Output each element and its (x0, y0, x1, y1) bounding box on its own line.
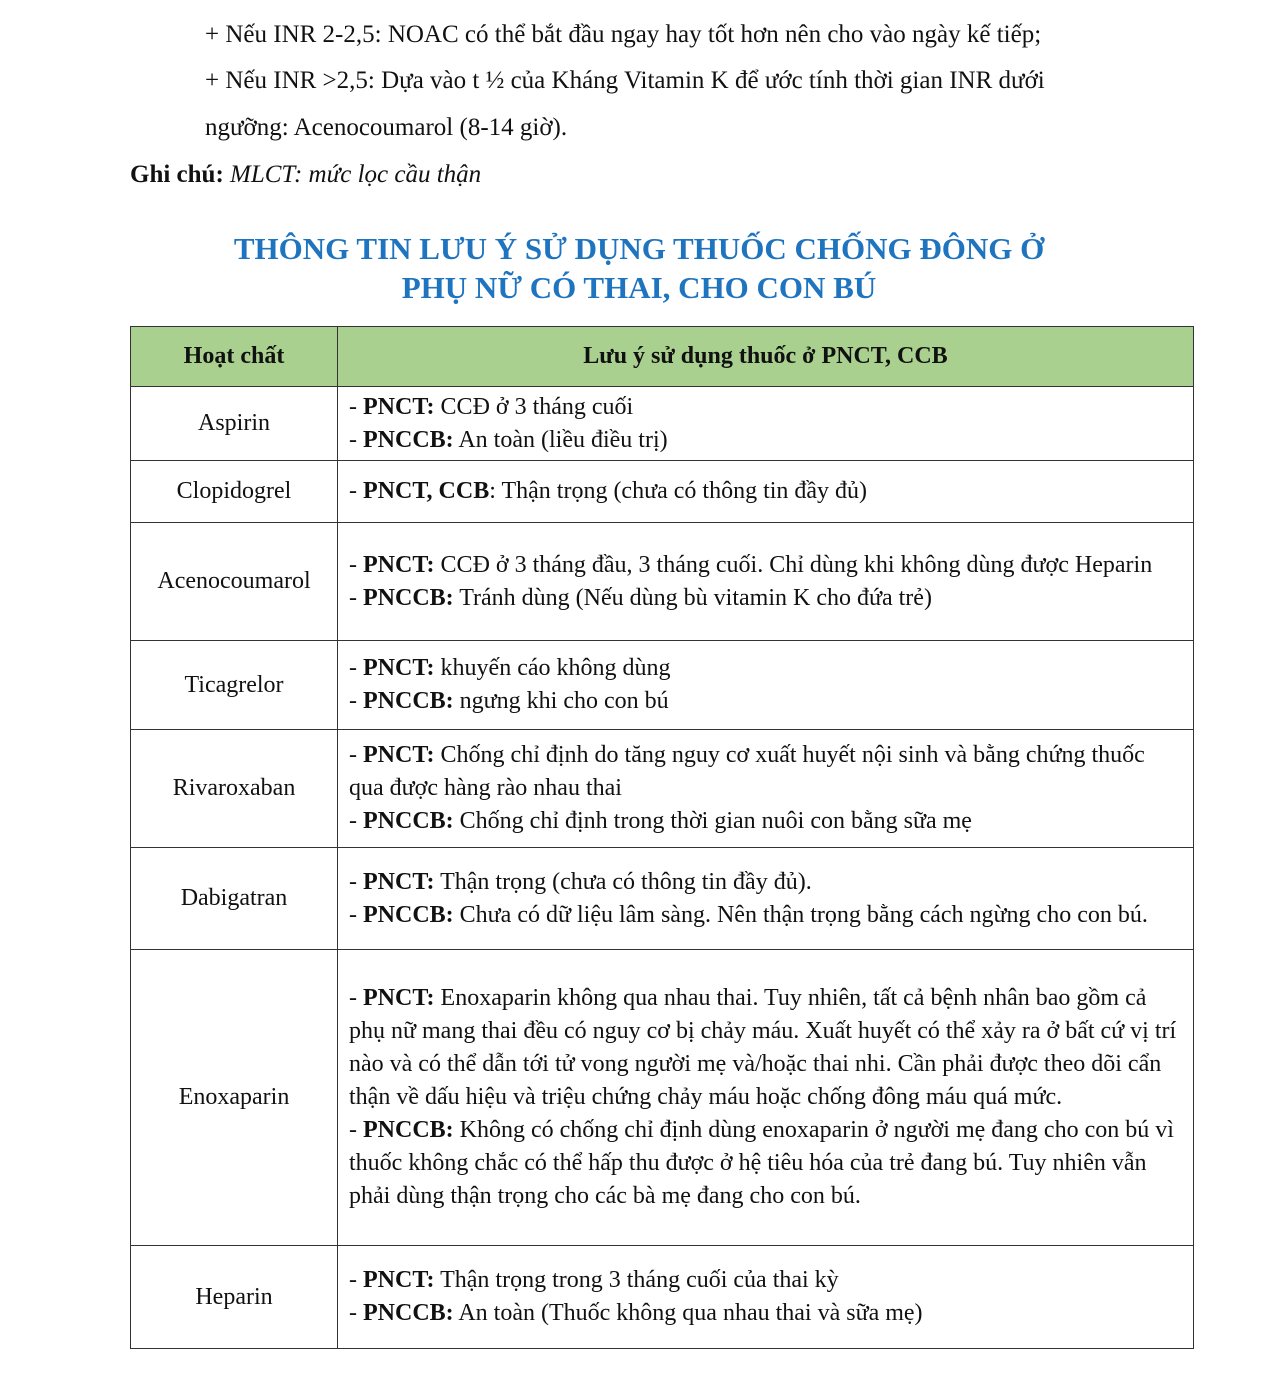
note-item-label: PNCT: (363, 868, 435, 895)
note-item-dash: - (349, 808, 363, 834)
note-item-text: Chống chỉ định trong thời gian nuôi con bằng sữa mẹ (453, 808, 972, 834)
note-item-dash: - (349, 1267, 363, 1293)
usage-note (338, 461, 1194, 523)
usage-note (338, 730, 1194, 848)
note-item-text: Thận trọng (chưa có thông tin đầy đủ). (434, 868, 812, 895)
note-item-dash: - (349, 868, 363, 895)
note-item-dash: - (349, 742, 363, 768)
table-row (131, 387, 1194, 461)
note-item (349, 866, 1183, 899)
note-item-text: Tránh dùng (Nếu dùng bù vitamin K cho đứa trẻ) (453, 584, 932, 611)
note-text: MLCT: mức lọc cầu thận (230, 161, 482, 188)
table-row (131, 1246, 1194, 1349)
note-item-text: An toàn (Thuốc không qua nhau thai và sữa mẹ) (453, 1300, 923, 1326)
note-item-dash: - (349, 655, 363, 681)
note-item-label: PNCCB: (363, 1117, 454, 1143)
intro-line-1: + Nếu INR 2-2,5: NOAC có thể bắt đầu ngay hay tốt hơn nên cho vào ngày kế tiếp; (205, 21, 1042, 48)
note-item-dash: - (349, 584, 363, 611)
intro-line-2: + Nếu INR >2,5: Dựa vào t ½ của Kháng Vitamin K để ước tính thời gian INR dưới (205, 67, 1045, 94)
table-row (131, 848, 1194, 950)
note-item-label: PNCT: (363, 985, 435, 1011)
drug-name: Ticagrelor (131, 641, 338, 730)
table-row (131, 641, 1194, 730)
note-item-dash: - (349, 985, 363, 1011)
drug-name: Clopidogrel (131, 461, 338, 523)
note-item-label: PNCCB: (363, 1300, 454, 1326)
note-item (349, 1114, 1183, 1213)
usage-note (338, 848, 1194, 950)
page-title-line-2: PHỤ NỮ CÓ THAI, CHO CON BÚ (401, 270, 877, 305)
note-item (349, 1264, 1183, 1297)
usage-note (338, 641, 1194, 730)
note-item-dash: - (349, 1300, 363, 1326)
note-item (349, 424, 1183, 457)
note-item (349, 739, 1183, 805)
note-item-dash: - (349, 1117, 363, 1143)
usage-note (338, 1246, 1194, 1349)
table-row (131, 523, 1194, 641)
note-item (349, 1297, 1183, 1330)
usage-note (338, 523, 1194, 641)
note-item-label: PNCT: (363, 1267, 435, 1293)
note-item-text: Thận trọng trong 3 tháng cuối của thai kỳ (434, 1267, 839, 1293)
note-item-text: ngưng khi cho con bú (453, 688, 669, 714)
drug-name: Rivaroxaban (131, 730, 338, 848)
drug-name: Dabigatran (131, 848, 338, 950)
note-item (349, 475, 1183, 508)
note-item (349, 899, 1183, 932)
note-item (349, 982, 1183, 1114)
note-item (349, 652, 1183, 685)
header-usage-notes: Lưu ý sử dụng thuốc ở PNCT, CCB (338, 327, 1194, 387)
note-item-label: PNCT: (363, 742, 435, 768)
note-item-label: PNCCB: (363, 584, 454, 611)
drug-name: Heparin (131, 1246, 338, 1349)
note-item-text: Chưa có dữ liệu lâm sàng. Nên thận trọng bằng cách ngừng cho con bú. (453, 901, 1148, 928)
note-item-text: Không có chống chỉ định dùng enoxaparin ở người mẹ đang cho con bú vì thuốc không chắc có thể hấp thu được ở hệ tiêu hóa của trẻ đang bú. Tuy nhiên vẫn phải dùng thận trọng cho các bà mẹ đang cho con bú. (349, 1117, 1180, 1209)
note-item-label: PNCT: (363, 551, 435, 578)
usage-note (338, 387, 1194, 461)
usage-note (338, 950, 1194, 1246)
note-item-text: Chống chỉ định do tăng nguy cơ xuất huyết nội sinh và bằng chứng thuốc qua được hàng rào nhau thai (349, 742, 1151, 801)
note-item (349, 549, 1183, 582)
note-item-dash: - (349, 688, 363, 714)
note-item-text: CCĐ ở 3 tháng đầu, 3 tháng cuối. Chỉ dùng khi không dùng được Heparin (434, 551, 1153, 578)
note-label: Ghi chú: (130, 161, 224, 188)
table-row (131, 461, 1194, 523)
table-header-row (131, 327, 1194, 387)
note-item-dash: - (349, 478, 363, 504)
note (130, 160, 481, 190)
note-item-text: CCĐ ở 3 tháng cuối (434, 393, 634, 420)
page-title-line-1: THÔNG TIN LƯU Ý SỬ DỤNG THUỐC CHỐNG ĐÔNG Ở (233, 231, 1045, 266)
table-row (131, 950, 1194, 1246)
note-item-label: PNCCB: (363, 426, 454, 453)
drug-name: Aspirin (131, 387, 338, 461)
note-item-label: PNCT, CCB (363, 478, 490, 504)
intro-line-3: ngưỡng: Acenocoumarol (8-14 giờ). (205, 114, 568, 141)
note-item-label: PNCCB: (363, 808, 454, 834)
header-active-ingredient: Hoạt chất (131, 327, 338, 387)
note-item (349, 685, 1183, 718)
note-item-text: khuyến cáo không dùng (434, 655, 671, 681)
note-item-dash: - (349, 551, 363, 578)
drug-name: Enoxaparin (131, 950, 338, 1246)
note-item-dash: - (349, 393, 363, 420)
note-item-text: Enoxaparin không qua nhau thai. Tuy nhiên, tất cả bệnh nhân bao gồm cả phụ nữ mang thai đều có nguy cơ bị chảy máu. Xuất huyết có thể xảy ra ở bất cứ vị trí nào và có thể dẫn tới tử vong người mẹ và/hoặc thai nhi. Cần phải được theo dõi cẩn thận về dấu hiệu và triệu chứng chảy máu hoặc chống đông máu quá mức. (349, 985, 1183, 1110)
note-item (349, 805, 1183, 838)
note-item (349, 582, 1183, 615)
note-item-dash: - (349, 901, 363, 928)
note-item-label: PNCCB: (363, 688, 454, 714)
drug-name: Acenocoumarol (131, 523, 338, 641)
drug-table (130, 326, 1194, 1349)
note-item-dash: - (349, 426, 363, 453)
note-item-label: PNCCB: (363, 901, 454, 928)
note-item (349, 391, 1183, 424)
note-item-label: PNCT: (363, 393, 435, 420)
table-row (131, 730, 1194, 848)
note-item-text: An toàn (liều điều trị) (453, 426, 668, 453)
note-item-text: : Thận trọng (chưa có thông tin đầy đủ) (489, 478, 868, 504)
note-item-label: PNCT: (363, 655, 435, 681)
